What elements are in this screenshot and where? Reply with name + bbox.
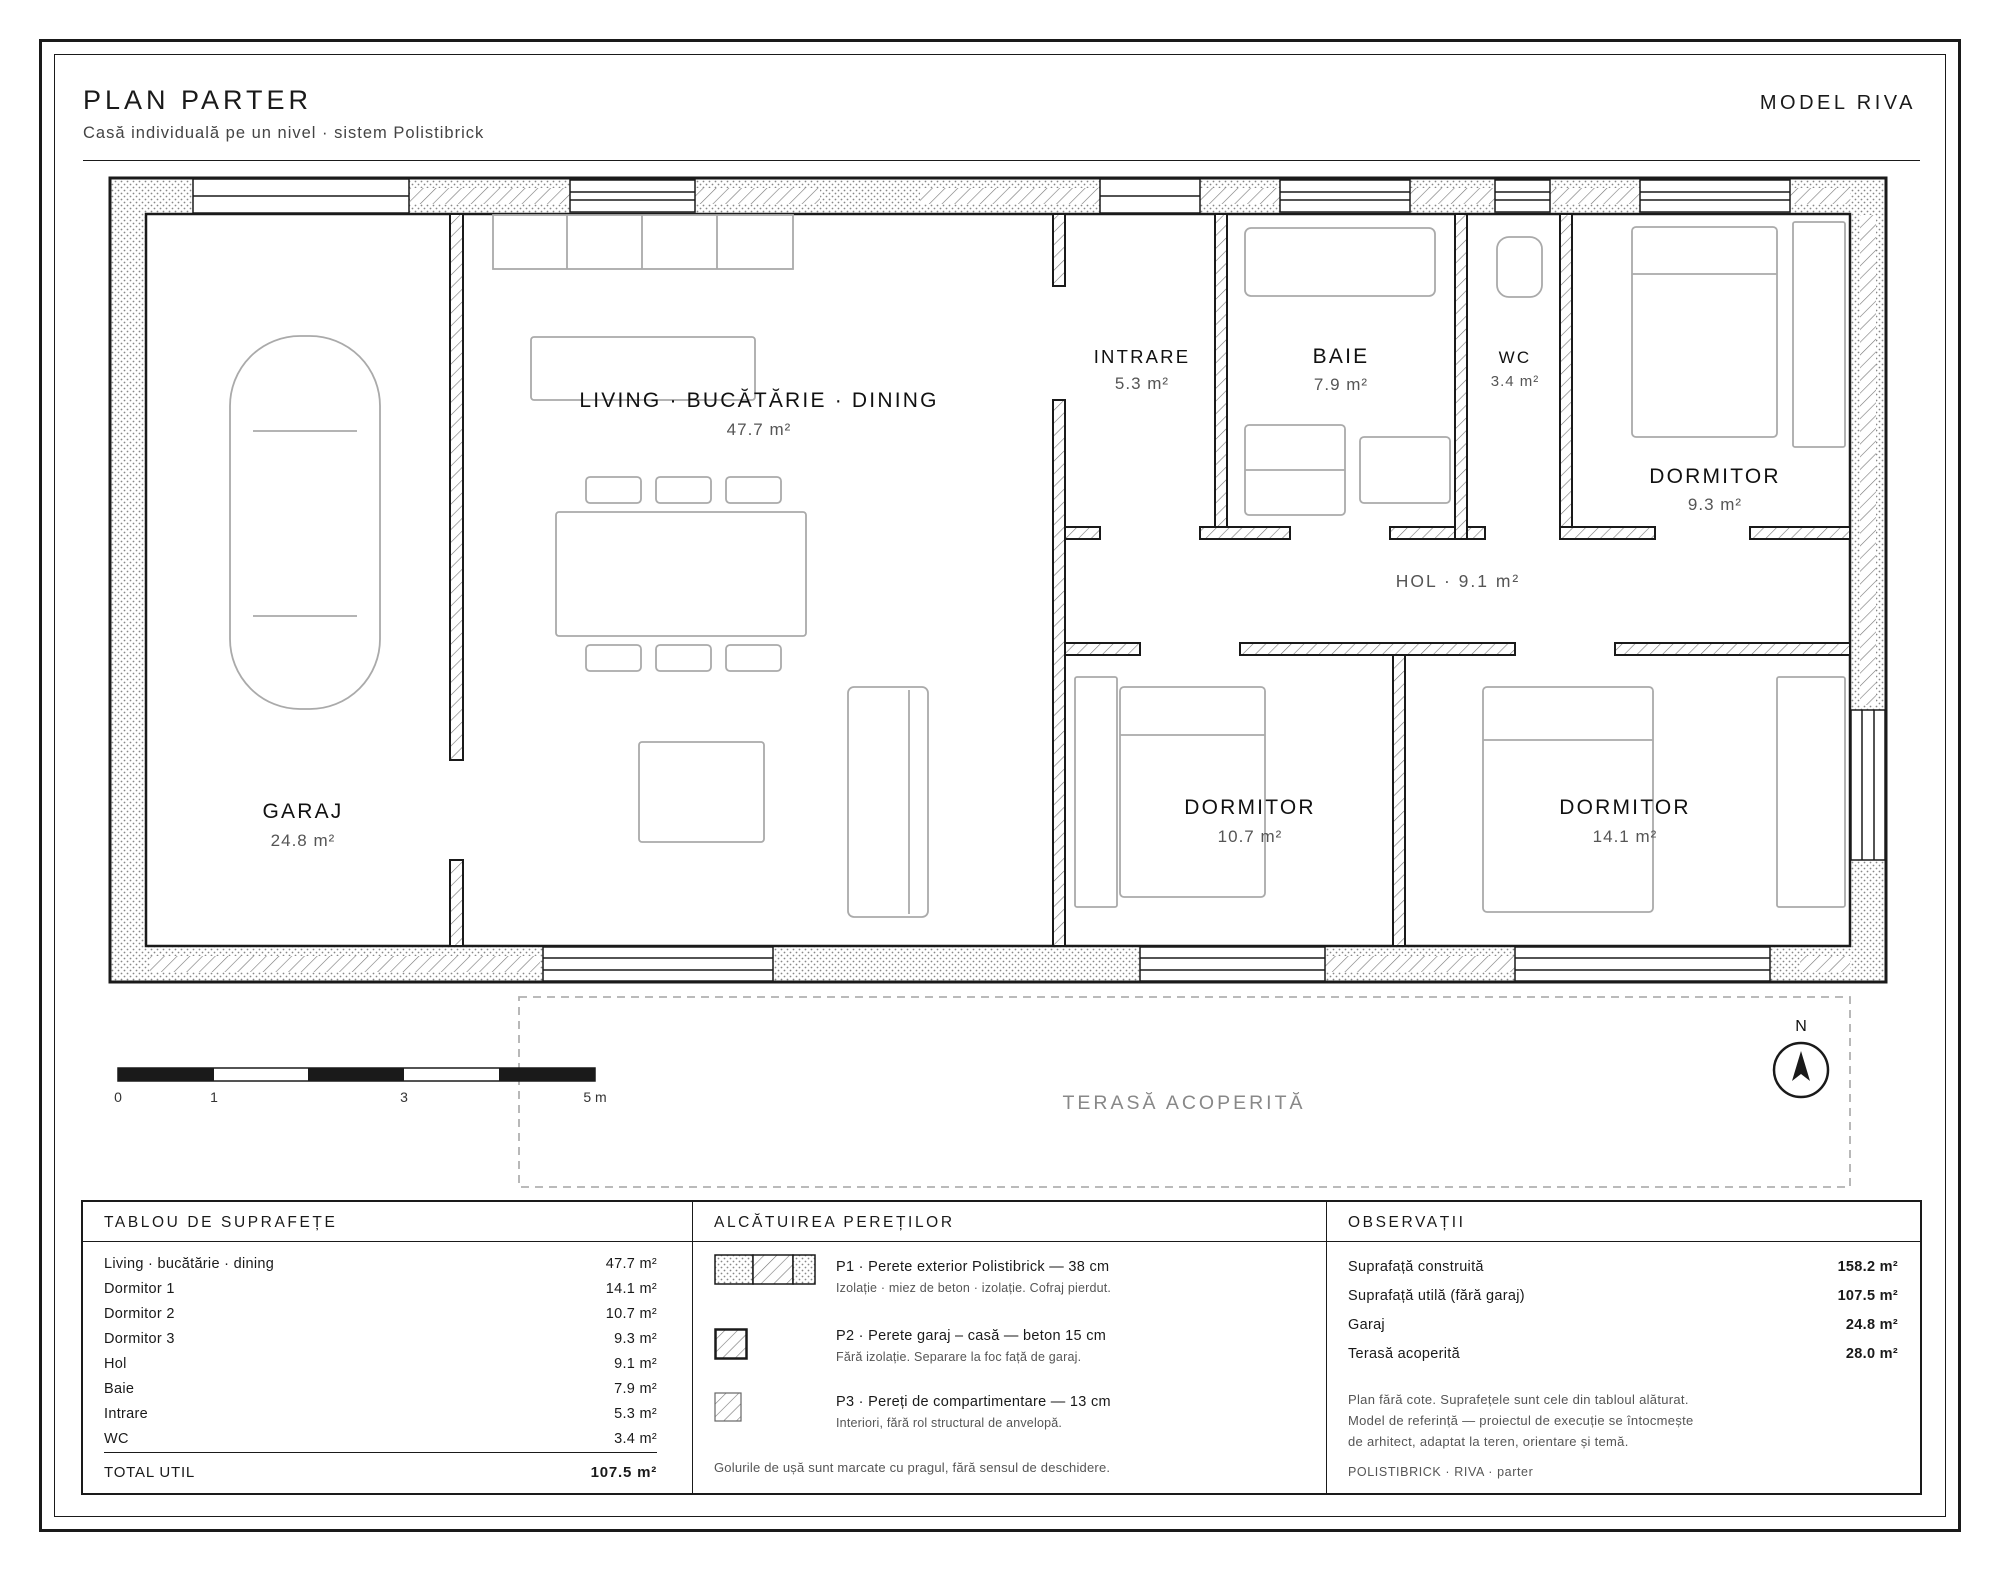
- observation-note: Plan fără cote. Suprafețele sunt cele din tabloul alăturat.: [1348, 1392, 1689, 1407]
- table-row: [104, 1381, 657, 1397]
- total-divider: [104, 1452, 657, 1453]
- walls-legend-heading: ALCĂTUIREA PEREȚILOR: [693, 1202, 1326, 1242]
- row-label: Terasă acoperită: [1348, 1346, 1460, 1362]
- row-label: Suprafață construită: [1348, 1259, 1484, 1275]
- room-wc-area: 3.4 m²: [1490, 373, 1540, 390]
- walls-legend: [692, 1202, 1326, 1493]
- north-arrow-icon: [1774, 1018, 1828, 1097]
- scale-bar: [114, 1068, 607, 1105]
- row-label: WC: [104, 1431, 129, 1447]
- legend-p3-desc: Interiori, fără rol structural de anvelopă.: [836, 1416, 1063, 1430]
- room-dormitor-3-area: 9.3 m²: [1687, 495, 1743, 514]
- row-label: Dormitor 1: [104, 1281, 175, 1297]
- row-label: Living · bucătărie · dining: [104, 1256, 275, 1272]
- observation-row: [1348, 1259, 1898, 1275]
- row-label: Dormitor 3: [104, 1331, 175, 1347]
- wardrobe-dormitor-1: [1777, 677, 1845, 907]
- observations-heading: OBSERVAȚII: [1327, 1202, 1920, 1242]
- bed-dormitor-2: [1120, 687, 1265, 897]
- scale-tick-3: 3: [400, 1089, 408, 1105]
- room-intrare-area: 5.3 m²: [1114, 374, 1170, 393]
- total-label: TOTAL UTIL: [104, 1464, 196, 1481]
- page-title: PLAN PARTER: [83, 85, 313, 115]
- room-garaj-area: 24.8 m²: [270, 831, 336, 850]
- page-subtitle: Casă individuală pe un nivel · sistem Polistibrick: [83, 124, 485, 142]
- row-label: Garaj: [1348, 1317, 1385, 1333]
- car-outline: [230, 336, 380, 709]
- legend-p1-desc: Izolație · miez de beton · izolație. Cofraj pierdut.: [836, 1281, 1112, 1295]
- model-name: MODEL RIVA: [1759, 92, 1916, 114]
- observation-row: [1348, 1346, 1898, 1362]
- row-value: 28.0 m²: [1845, 1346, 1898, 1362]
- total-value: 107.5 m²: [590, 1464, 657, 1481]
- room-wc-name: WC: [1498, 348, 1532, 367]
- room-dormitor-1-area: 14.1 m²: [1592, 827, 1658, 846]
- toilet: [1497, 237, 1542, 297]
- room-baie-area: 7.9 m²: [1313, 375, 1369, 394]
- table-row: [104, 1281, 657, 1297]
- room-garaj-name: GARAJ: [262, 800, 344, 823]
- table-row: [104, 1331, 657, 1347]
- row-value: 5.3 m²: [614, 1406, 657, 1422]
- row-label: Dormitor 2: [104, 1306, 175, 1322]
- row-label: Intrare: [104, 1406, 149, 1422]
- areas-table: [83, 1202, 692, 1493]
- legend-swatch-p2: [714, 1328, 748, 1360]
- legend-p2-title: P2 · Perete garaj – casă — beton 15 cm: [836, 1328, 1107, 1344]
- bed-dormitor-3: [1632, 227, 1777, 437]
- areas-table-heading: TABLOU DE SUPRAFEȚE: [83, 1202, 692, 1242]
- coffee-table: [639, 742, 764, 842]
- table-row: [104, 1306, 657, 1322]
- observation-row: [1348, 1317, 1898, 1333]
- row-value: 107.5 m²: [1837, 1288, 1898, 1304]
- row-value: 24.8 m²: [1845, 1317, 1898, 1333]
- legend-p3-title: P3 · Pereți de compartimentare — 13 cm: [836, 1394, 1111, 1410]
- room-dormitor-1-name: DORMITOR: [1559, 796, 1691, 819]
- table-row: [104, 1406, 657, 1422]
- legend-note: Golurile de ușă sunt marcate cu pragul, fără sensul de deschidere.: [714, 1460, 1111, 1475]
- table-row: [104, 1356, 657, 1372]
- room-intrare-name: INTRARE: [1093, 346, 1191, 367]
- row-value: 47.7 m²: [605, 1256, 657, 1272]
- room-dormitor-3-name: DORMITOR: [1649, 465, 1781, 488]
- wardrobe-dormitor-3: [1793, 222, 1845, 447]
- row-value: 14.1 m²: [605, 1281, 657, 1297]
- observations: [1326, 1202, 1920, 1493]
- row-value: 3.4 m²: [614, 1431, 657, 1447]
- table-row: [104, 1431, 657, 1447]
- scale-tick-0: 0: [114, 1089, 122, 1105]
- terrace-label: TERASĂ ACOPERITĂ: [1062, 1092, 1306, 1114]
- row-value: 10.7 m²: [605, 1306, 657, 1322]
- room-dormitor-2-name: DORMITOR: [1184, 796, 1316, 819]
- north-label: N: [1795, 1018, 1807, 1035]
- observation-row: [1348, 1288, 1898, 1304]
- row-value: 9.3 m²: [614, 1331, 657, 1347]
- row-label: Baie: [104, 1381, 135, 1397]
- kitchen-counter: [493, 215, 793, 269]
- room-dormitor-2-area: 10.7 m²: [1217, 827, 1283, 846]
- table-row: [104, 1256, 657, 1272]
- observation-note: de arhitect, adaptat la teren, orientare și temă.: [1348, 1434, 1629, 1449]
- row-value: 9.1 m²: [614, 1356, 657, 1372]
- room-baie-name: BAIE: [1312, 345, 1370, 368]
- legend-swatch-p1: [714, 1254, 816, 1286]
- row-label: Hol: [104, 1356, 127, 1372]
- scale-tick-1: 1: [210, 1089, 218, 1105]
- row-label: Suprafață utilă (fără garaj): [1348, 1288, 1525, 1304]
- row-value: 158.2 m²: [1837, 1259, 1898, 1275]
- wardrobe-dormitor-2: [1075, 677, 1117, 907]
- info-tables: [81, 1200, 1922, 1495]
- sofa: [848, 687, 928, 917]
- scale-tick-5: 5 m: [583, 1089, 607, 1105]
- legend-p2-desc: Fără izolație. Separare la foc față de garaj.: [836, 1350, 1082, 1364]
- room-living-area: 47.7 m²: [726, 420, 792, 439]
- legend-p1-title: P1 · Perete exterior Polistibrick — 38 cm: [836, 1259, 1110, 1275]
- observation-footer: POLISTIBRICK · RIVA · parter: [1348, 1465, 1534, 1479]
- observation-note: Model de referință — proiectul de execuție se întocmește: [1348, 1413, 1694, 1428]
- row-value: 7.9 m²: [614, 1381, 657, 1397]
- total-row: [104, 1464, 657, 1481]
- room-hol-label: HOL · 9.1 m²: [1395, 571, 1521, 591]
- legend-swatch-p3: [714, 1392, 742, 1422]
- room-living-name: LIVING · BUCĂTĂRIE · DINING: [579, 389, 939, 412]
- bathtub: [1245, 228, 1435, 296]
